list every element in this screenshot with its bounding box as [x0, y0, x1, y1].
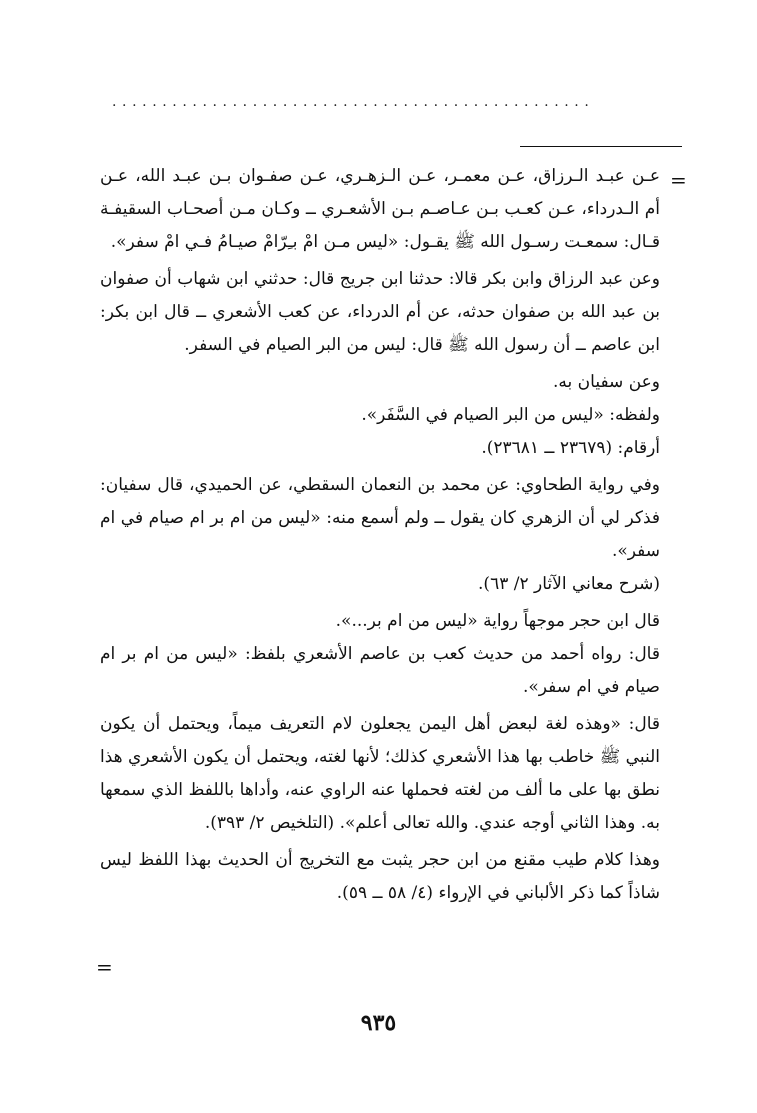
footnote-rule	[520, 146, 682, 147]
paragraph-yemen-dialect: قال: «وهذه لغة لبعض أهل اليمن يجعلون لام التعريف ميماً، ويحتمل أن يكون النبي ﷺ خاطب بها هذا الأشعري كذلك؛ لأنها لغته، ويحتمل أن يكون الأشعري هذا نطق بها على ما ألف من لغته فحملها عنه الراوي عنه، وأداها باللفظ الذي سمعها به. وهذا الثاني أوجه عندي. والله تعالى أعلم». (التلخيص ٢/ ٣٩٣).	[100, 714, 660, 833]
paragraph-ahmad: قال: رواه أحمد من حديث كعب بن عاصم الأشعري بلفظ: «ليس من ام بر ام صيام في ام سفر».	[100, 644, 660, 697]
paragraph-ibn-jurayj: وعن عبد الرزاق وابن بكر قالا: حدثنا ابن جريج قال: حدثني ابن شهاب أن صفوان بن عبد الله بن صفوان حدثه، عن أم الدرداء، عن كعب الأشعري ــ قال ابن بكر: ابن عاصم ــ أن رسول الله ﷺ قال: ليس من البر الصيام في السفر.	[100, 269, 660, 355]
paragraph-sharh-maani: (شرح معاني الآثار ٢/ ٦٣).	[478, 574, 660, 594]
dotted-separator: ................................................	[112, 94, 595, 110]
paragraph-lafzuhu: ولفظه: «ليس من البر الصيام في السَّفَر».	[361, 405, 660, 425]
paragraph-tahawi: وفي رواية الطحاوي: عن محمد بن النعمان السقطي، عن الحميدي، قال سفيان: فذكر لي أن الزهري كان يقول ــ ولم أسمع منه: «ليس من ام بر ام صيام في ام سفر».	[100, 475, 660, 561]
continuation-marker-top: =	[670, 168, 687, 192]
page-number: ٩٣٥	[360, 1010, 397, 1036]
paragraph-sufyan: وعن سفيان به.	[553, 372, 660, 392]
continuation-marker-bottom: =	[96, 955, 113, 979]
paragraph-arqam: أرقام: (٢٣٦٧٩ ــ ٢٣٦٨١).	[481, 438, 660, 458]
paragraph-ibn-hajar: قال ابن حجر موجهاً رواية «ليس من ام بر...».	[335, 611, 660, 631]
paragraph-conclusion: وهذا كلام طيب مقنع من ابن حجر يثبت مع التخريج أن الحديث بهذا اللفظ ليس شاذاً كما ذكر الألباني في الإرواء (٤/ ٥٨ ــ ٥٩).	[100, 850, 660, 903]
footnote-text	[100, 160, 660, 914]
paragraph-hadith-isnad: عـن عبـد الـرزاق، عـن معمـر، عـن الـزهـري، عـن صفـوان بـن عبـد الله، عـن أم الـدرداء، عـن كعـب بـن عـاصـم بـن الأشعـري ــ وكـان مـن أصحـاب السقيفـة قـال: سمعـت رسـول الله ﷺ يقـول: «ليس مـن امْ بـِرّامْ صيـامُ فـي امْ سفر».	[100, 166, 660, 252]
